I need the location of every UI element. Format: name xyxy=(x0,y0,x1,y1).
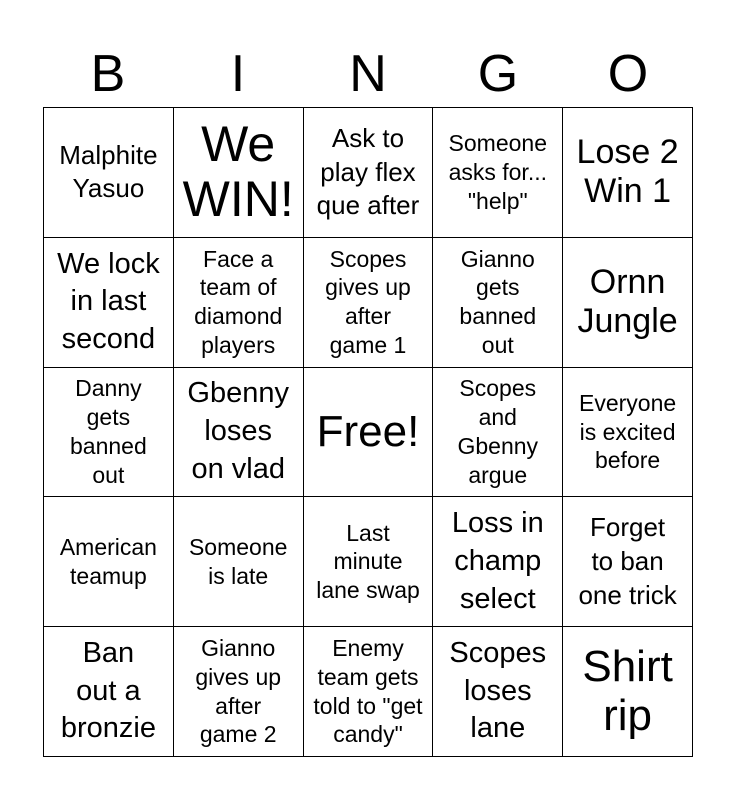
cell-text: Danny gets banned out xyxy=(70,375,147,488)
bingo-board xyxy=(43,107,693,757)
header-letter-b: B xyxy=(90,45,126,103)
cell-text: Shirt rip xyxy=(582,642,673,740)
bingo-cell-r4c5[interactable] xyxy=(563,497,693,627)
bingo-cell-r5c3[interactable] xyxy=(304,627,434,757)
cell-text: Ask to play flex que after xyxy=(316,122,420,221)
cell-text: Gianno gets banned out xyxy=(459,245,537,358)
cell-text: Enemy team gets told to "get candy" xyxy=(313,635,423,748)
bingo-cell-r2c1[interactable] xyxy=(44,238,174,368)
cell-text: Scopes loses lane xyxy=(449,637,547,745)
bingo-cell-r1c3[interactable] xyxy=(304,108,434,238)
cell-text: Ban out a bronzie xyxy=(60,637,156,745)
cell-text: Forget to ban one trick xyxy=(578,512,677,610)
bingo-cell-r5c4[interactable] xyxy=(433,627,563,757)
free-space-text: Free! xyxy=(316,406,420,456)
cell-text: We WIN! xyxy=(182,116,294,228)
cell-text: Last minute lane swap xyxy=(316,519,420,604)
header-letter-o: O xyxy=(607,45,649,103)
bingo-cell-r3c4[interactable] xyxy=(433,368,563,498)
bingo-cell-r2c2[interactable] xyxy=(174,238,304,368)
cell-text: Someone asks for... "help" xyxy=(448,130,548,214)
bingo-cell-r4c4[interactable] xyxy=(433,497,563,627)
cell-text: Scopes and Gbenny argue xyxy=(457,375,539,488)
cell-text: Gianno gives up after game 2 xyxy=(195,635,282,748)
bingo-cell-r2c4[interactable] xyxy=(433,238,563,368)
cell-text: Malphite Yasuo xyxy=(59,139,158,204)
cell-text: Loss in champ select xyxy=(451,507,544,615)
header-letter-g: G xyxy=(477,45,519,103)
bingo-header xyxy=(43,40,693,108)
bingo-cell-r5c5[interactable] xyxy=(563,627,693,757)
bingo-cell-r4c1[interactable] xyxy=(44,497,174,627)
bingo-cell-r3c2[interactable] xyxy=(174,368,304,498)
bingo-cell-r1c5[interactable] xyxy=(563,108,693,238)
cell-text: Gbenny loses on vlad xyxy=(187,377,289,485)
cell-text: Face a team of diamond players xyxy=(194,245,283,358)
bingo-cell-r5c2[interactable] xyxy=(174,627,304,757)
cell-text: Scopes gives up after game 1 xyxy=(325,245,411,358)
cell-text: Ornn Jungle xyxy=(577,263,678,341)
bingo-cell-r5c1[interactable] xyxy=(44,627,174,757)
cell-text: Lose 2 Win 1 xyxy=(576,133,679,211)
cell-text: We lock in last second xyxy=(57,247,160,356)
header-letter-n: N xyxy=(349,45,387,103)
bingo-cell-r3c5[interactable] xyxy=(563,368,693,498)
bingo-cell-r1c1[interactable] xyxy=(44,108,174,238)
bingo-cell-r1c4[interactable] xyxy=(433,108,563,238)
bingo-cell-r1c2[interactable] xyxy=(174,108,304,238)
bingo-cell-r2c5[interactable] xyxy=(563,238,693,368)
bingo-cell-r4c3[interactable] xyxy=(304,497,434,627)
cell-text: Everyone is excited before xyxy=(579,389,677,474)
header-letter-i: I xyxy=(230,45,246,103)
bingo-cell-r2c3[interactable] xyxy=(304,238,434,368)
bingo-cell-r4c2[interactable] xyxy=(174,497,304,627)
bingo-cell-r3c3-free[interactable] xyxy=(304,368,434,498)
cell-text: Someone is late xyxy=(188,534,288,589)
cell-text: American teamup xyxy=(59,534,157,589)
bingo-cell-r3c1[interactable] xyxy=(44,368,174,498)
